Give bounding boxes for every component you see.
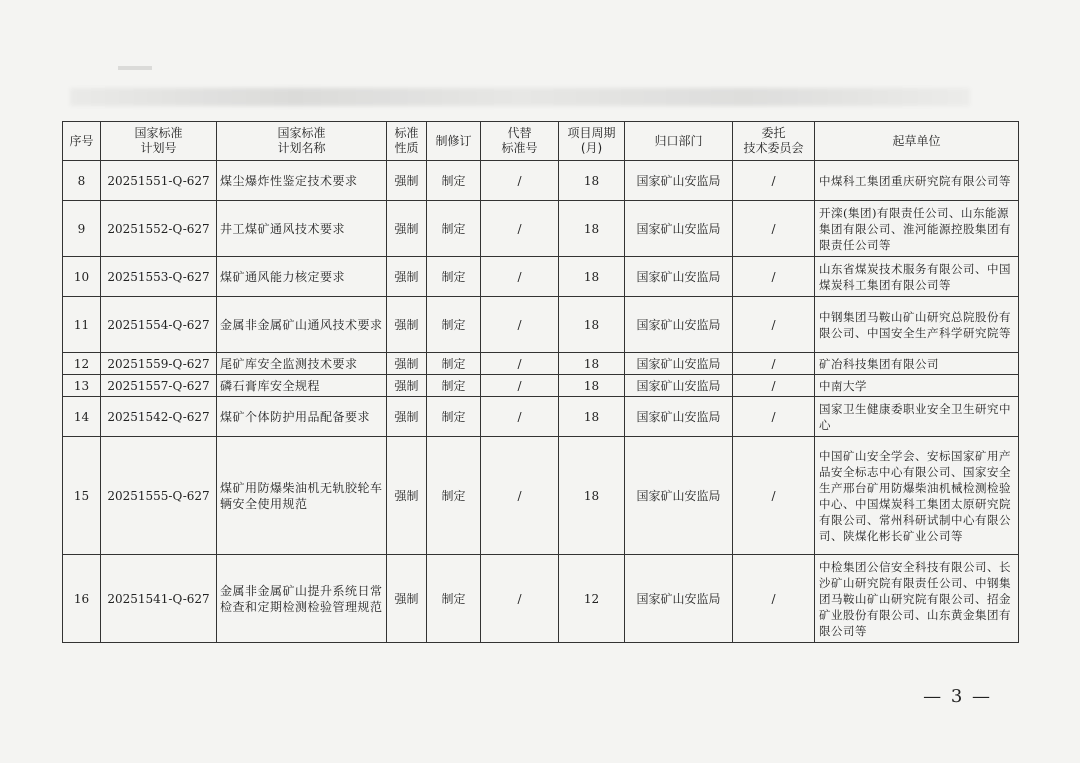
standard-nature: 强制: [387, 437, 427, 555]
responsible-dept: 国家矿山安监局: [625, 201, 733, 257]
row-number: 14: [63, 397, 101, 437]
row-number: 12: [63, 353, 101, 375]
row-number: 9: [63, 201, 101, 257]
project-cycle: 18: [559, 161, 625, 201]
drafting-unit: 矿冶科技集团有限公司: [815, 353, 1019, 375]
replaced-standard: /: [481, 161, 559, 201]
responsible-dept: 国家矿山安监局: [625, 555, 733, 643]
standard-nature: 强制: [387, 555, 427, 643]
plan-name: 煤矿个体防护用品配备要求: [217, 397, 387, 437]
responsible-dept: 国家矿山安监局: [625, 397, 733, 437]
plan-name: 煤矿通风能力核定要求: [217, 257, 387, 297]
responsible-dept: 国家矿山安监局: [625, 437, 733, 555]
row-number: 11: [63, 297, 101, 353]
plan-name: 金属非金属矿山提升系统日常检查和定期检测检验管理规范: [217, 555, 387, 643]
plan-number: 20251557-Q-627: [101, 375, 217, 397]
technical-committee: /: [733, 555, 815, 643]
plan-number: 20251551-Q-627: [101, 161, 217, 201]
row-number: 16: [63, 555, 101, 643]
table-row: [63, 555, 1019, 643]
technical-committee: /: [733, 201, 815, 257]
row-number: 10: [63, 257, 101, 297]
responsible-dept: 国家矿山安监局: [625, 297, 733, 353]
revision-type: 制定: [427, 353, 481, 375]
header-cell: 归口部门: [625, 122, 733, 161]
revision-type: 制定: [427, 375, 481, 397]
header-cell: 序号: [63, 122, 101, 161]
scan-artifact: [118, 66, 152, 70]
technical-committee: /: [733, 297, 815, 353]
technical-committee: /: [733, 397, 815, 437]
responsible-dept: 国家矿山安监局: [625, 353, 733, 375]
technical-committee: /: [733, 375, 815, 397]
table-row: [63, 437, 1019, 555]
plan-number: 20251542-Q-627: [101, 397, 217, 437]
replaced-standard: /: [481, 257, 559, 297]
project-cycle: 12: [559, 555, 625, 643]
drafting-unit: 山东省煤炭技术服务有限公司、中国煤炭科工集团有限公司等: [815, 257, 1019, 297]
row-number: 13: [63, 375, 101, 397]
responsible-dept: 国家矿山安监局: [625, 375, 733, 397]
header-cell: 制修订: [427, 122, 481, 161]
plan-number: 20251552-Q-627: [101, 201, 217, 257]
replaced-standard: /: [481, 397, 559, 437]
plan-name: 尾矿库安全监测技术要求: [217, 353, 387, 375]
project-cycle: 18: [559, 257, 625, 297]
responsible-dept: 国家矿山安监局: [625, 161, 733, 201]
technical-committee: /: [733, 161, 815, 201]
drafting-unit: 中钢集团马鞍山矿山研究总院股份有限公司、中国安全生产科学研究院等: [815, 297, 1019, 353]
drafting-unit: 中南大学: [815, 375, 1019, 397]
drafting-unit: 中检集团公信安全科技有限公司、长沙矿山研究院有限责任公司、中钢集团马鞍山矿山研究院有限公司、招金矿业股份有限公司、山东黄金集团有限公司等: [815, 555, 1019, 643]
project-cycle: 18: [559, 297, 625, 353]
drafting-unit: 开滦(集团)有限责任公司、山东能源集团有限公司、淮河能源控股集团有限责任公司等: [815, 201, 1019, 257]
table-header-row: [63, 122, 1019, 161]
table-row: [63, 201, 1019, 257]
replaced-standard: /: [481, 555, 559, 643]
header-cell: 代替 标准号: [481, 122, 559, 161]
header-cell: 国家标准 计划号: [101, 122, 217, 161]
replaced-standard: /: [481, 437, 559, 555]
header-cell: 项目周期 (月): [559, 122, 625, 161]
revision-type: 制定: [427, 297, 481, 353]
standard-nature: 强制: [387, 397, 427, 437]
technical-committee: /: [733, 437, 815, 555]
revision-type: 制定: [427, 257, 481, 297]
standard-nature: 强制: [387, 201, 427, 257]
table-row: [63, 375, 1019, 397]
table-row: [63, 353, 1019, 375]
plan-name: 井工煤矿通风技术要求: [217, 201, 387, 257]
header-cell: 标准 性质: [387, 122, 427, 161]
replaced-standard: /: [481, 201, 559, 257]
standards-plan-table: [62, 121, 1019, 643]
responsible-dept: 国家矿山安监局: [625, 257, 733, 297]
technical-committee: /: [733, 353, 815, 375]
project-cycle: 18: [559, 201, 625, 257]
plan-name: 煤尘爆炸性鉴定技术要求: [217, 161, 387, 201]
header-cell: 起草单位: [815, 122, 1019, 161]
plan-name: 金属非金属矿山通风技术要求: [217, 297, 387, 353]
standard-nature: 强制: [387, 257, 427, 297]
table-row: [63, 161, 1019, 201]
header-cell: 委托 技术委员会: [733, 122, 815, 161]
table-row: [63, 297, 1019, 353]
standard-nature: 强制: [387, 375, 427, 397]
project-cycle: 18: [559, 375, 625, 397]
revision-type: 制定: [427, 437, 481, 555]
plan-number: 20251555-Q-627: [101, 437, 217, 555]
revision-type: 制定: [427, 397, 481, 437]
revision-type: 制定: [427, 555, 481, 643]
plan-number: 20251554-Q-627: [101, 297, 217, 353]
table-row: [63, 397, 1019, 437]
plan-name: 煤矿用防爆柴油机无轨胶轮车辆安全使用规范: [217, 437, 387, 555]
row-number: 15: [63, 437, 101, 555]
revision-type: 制定: [427, 161, 481, 201]
project-cycle: 18: [559, 437, 625, 555]
replaced-standard: /: [481, 297, 559, 353]
replaced-standard: /: [481, 375, 559, 397]
drafting-unit: 国家卫生健康委职业安全卫生研究中心: [815, 397, 1019, 437]
plan-number: 20251541-Q-627: [101, 555, 217, 643]
row-number: 8: [63, 161, 101, 201]
revision-type: 制定: [427, 201, 481, 257]
standard-nature: 强制: [387, 353, 427, 375]
project-cycle: 18: [559, 353, 625, 375]
faded-title-band: [70, 88, 970, 106]
drafting-unit: 中煤科工集团重庆研究院有限公司等: [815, 161, 1019, 201]
project-cycle: 18: [559, 397, 625, 437]
plan-number: 20251553-Q-627: [101, 257, 217, 297]
technical-committee: /: [733, 257, 815, 297]
replaced-standard: /: [481, 353, 559, 375]
standard-nature: 强制: [387, 161, 427, 201]
drafting-unit: 中国矿山安全学会、安标国家矿用产品安全标志中心有限公司、国家安全生产邢台矿用防爆柴油机械检测检验中心、中国煤炭科工集团太原研究院有限公司、常州科研试制中心有限公司、陕煤化彬长矿业公司等: [815, 437, 1019, 555]
standard-nature: 强制: [387, 297, 427, 353]
plan-name: 磷石膏库安全规程: [217, 375, 387, 397]
plan-number: 20251559-Q-627: [101, 353, 217, 375]
header-cell: 国家标准 计划名称: [217, 122, 387, 161]
page-number: — 3 —: [923, 686, 992, 707]
table-row: [63, 257, 1019, 297]
